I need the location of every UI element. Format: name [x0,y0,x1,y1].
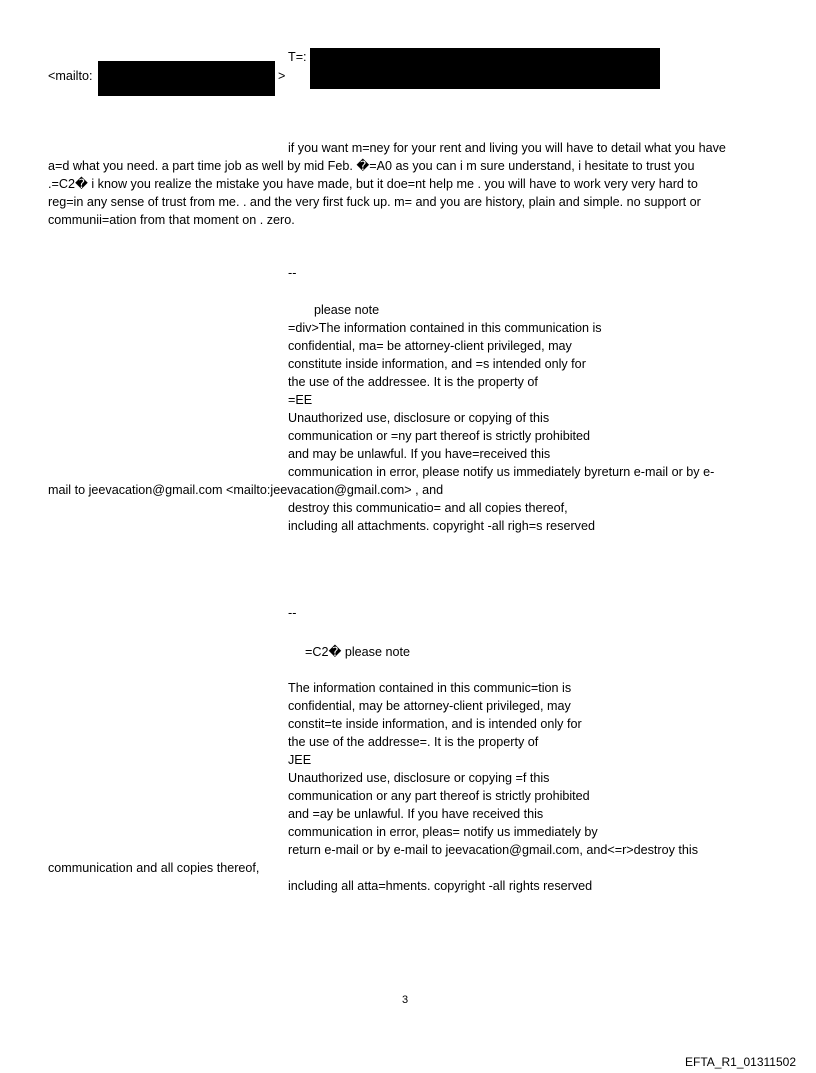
message-line: communii=ation from that moment on . zero. [48,213,295,227]
signature-line: and may be unlawful. If you have=received this [288,447,551,461]
signature-line: constitute inside information, and =s intended only for [288,357,586,371]
signature-heading: =C2� please note [305,645,410,659]
signature-separator: -- [288,266,297,280]
signature-line: the use of the addresse=. It is the property of [288,735,539,749]
page-number: 3 [402,994,409,1006]
signature-line: Unauthorized use, disclosure or copying of this [288,411,550,425]
redaction-block-email [98,61,275,96]
message-line: if you want m=ney for your rent and living you will have to detail what you have [288,141,726,155]
signature-line: the use of the addressee. It is the property of [288,375,538,389]
message-line: .=C2� i know you realize the mistake you have made, but it doe=nt help me . you will have to work very very hard to [48,177,698,191]
document-id-footer: EFTA_R1_01311502 [685,1055,796,1069]
signature-line: including all attachments. copyright -all righ=s reserved [288,519,595,533]
signature-line: =EE [288,393,313,407]
signature-line: return e-mail or by e-mail to jeevacation@gmail.com, and<=r>destroy this [288,843,699,857]
mailto-open: <mailto: [48,69,93,83]
signature-line: =div>The information contained in this communication is [288,321,602,335]
signature-line: destroy this communicatio= and all copies thereof, [288,501,568,515]
signature-line: communication in error, pleas= notify us immediately by [288,825,598,839]
signature-line: confidential, may be attorney-client privileged, may [288,699,571,713]
signature-wrap-line: mail to jeevacation@gmail.com <mailto:jeevacation@gmail.com> , and [48,483,444,497]
signature-line: Unauthorized use, disclosure or copying =f this [288,771,550,785]
signature-line: and =ay be unlawful. If you have received this [288,807,544,821]
signature-separator: -- [288,606,297,620]
message-line: a=d what you need. a part time job as well by mid Feb. �=A0 as you can i m sure understand, i hesitate to trust you [48,159,695,173]
signature-line: constit=te inside information, and is intended only for [288,717,582,731]
redaction-block-recipient [310,48,660,89]
signature-line: communication or any part thereof is strictly prohibited [288,789,590,803]
signature-line: The information contained in this communic=tion is [288,681,572,695]
signature-line: communication or =ny part thereof is strictly prohibited [288,429,591,443]
signature-line: communication in error, please notify us immediately byreturn e-mail or by e- [288,465,715,479]
signature-line: including all atta=hments. copyright -all rights reserved [288,879,593,893]
signature-wrap-line: communication and all copies thereof, [48,861,260,875]
signature-line: confidential, ma= be attorney-client privileged, may [288,339,572,353]
mailto-close: > [278,69,286,83]
signature-heading: please note [314,303,380,317]
message-line: reg=in any sense of trust from me. . and the very first fuck up. m= and you are history, plain and simple. no support or [48,195,701,209]
to-label: T=: [288,50,307,64]
signature-line: JEE [288,753,312,767]
